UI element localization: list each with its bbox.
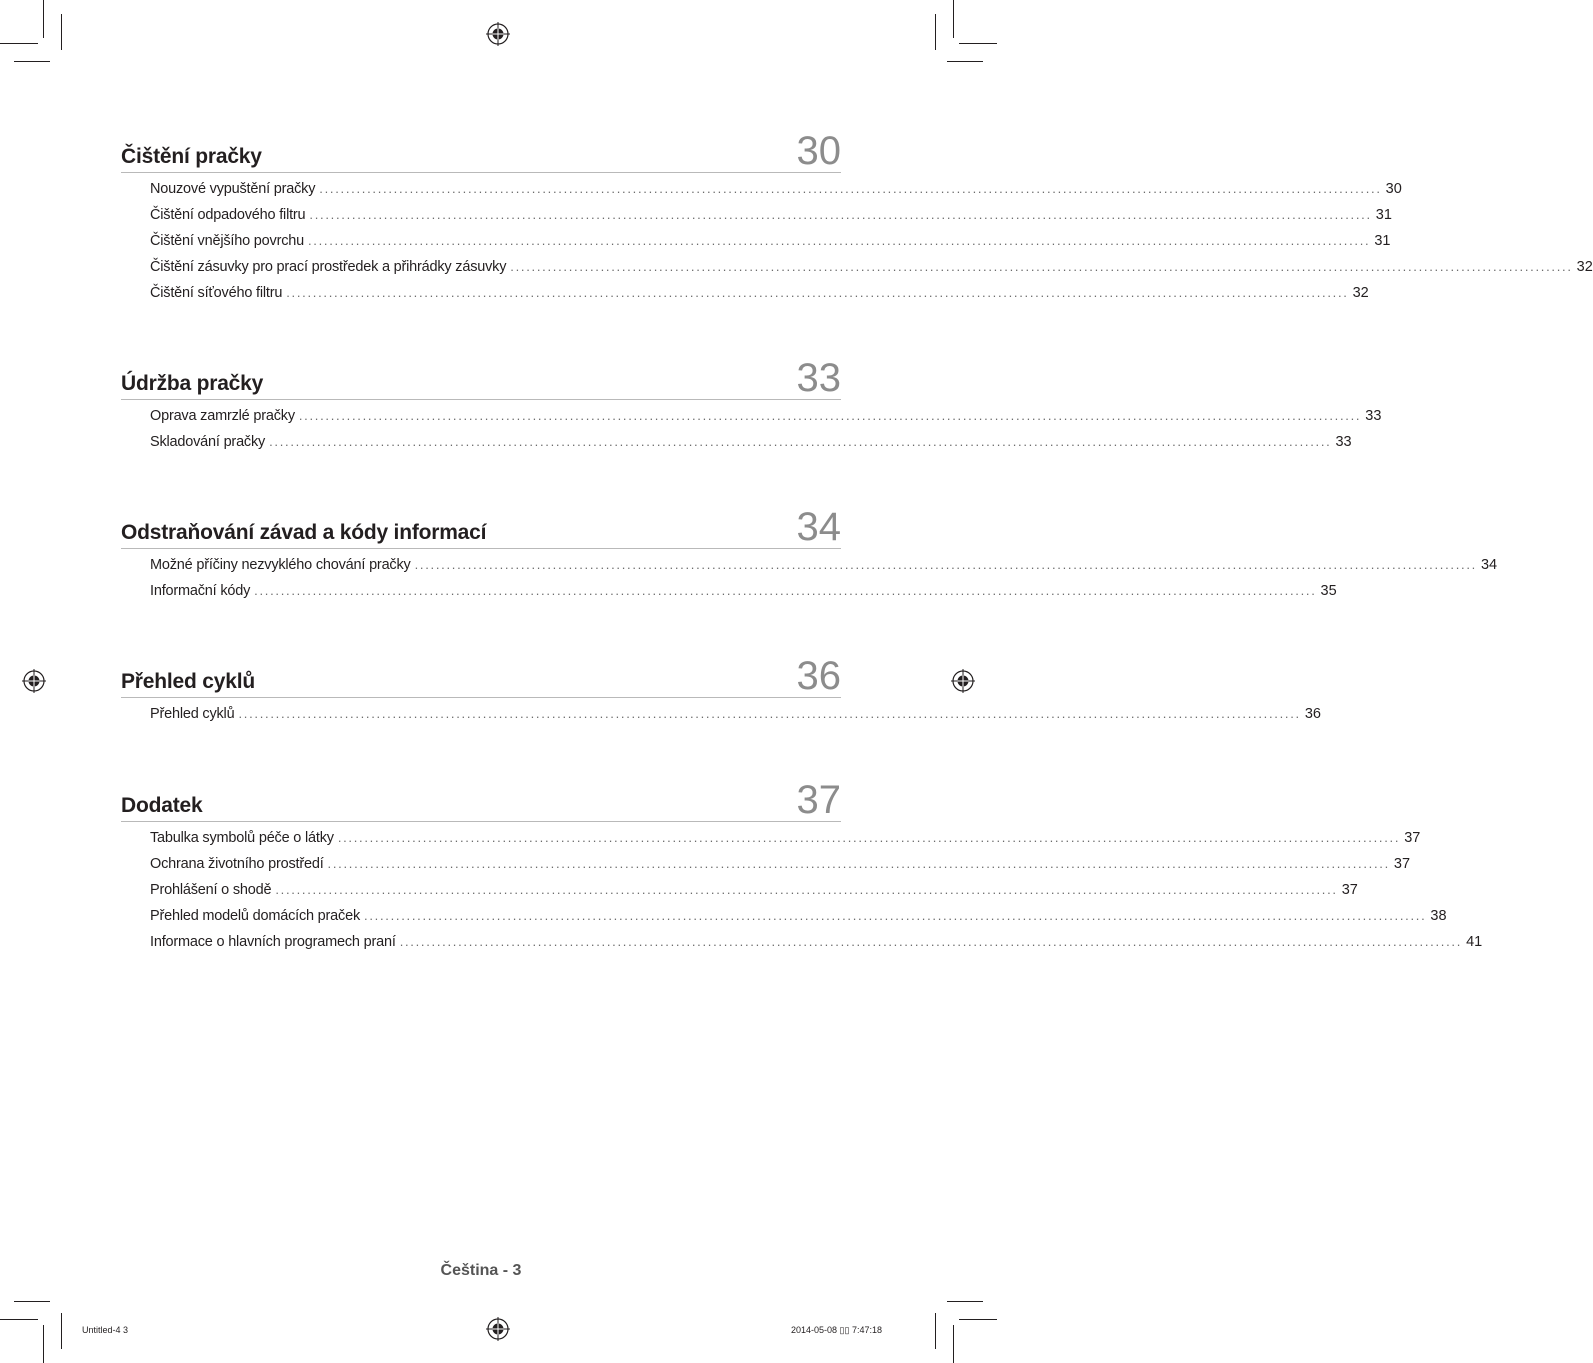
leader-dots: ........................................................................................................................................................................................................ <box>298 408 1362 423</box>
entry-label: Čištění zásuvky pro prací prostředek a přihrádky zásuvky <box>150 259 507 275</box>
entry-label: Možné příčiny nezvyklého chování pračky <box>150 557 411 573</box>
section-header <box>121 505 841 549</box>
toc-entry[interactable] <box>150 583 1337 609</box>
registration-mark-icon <box>22 669 46 693</box>
section-title: Dodatek <box>121 794 203 817</box>
entry-page: 33 <box>1335 434 1352 450</box>
entry-page: 38 <box>1430 908 1447 924</box>
toc-section <box>121 129 1593 311</box>
crop-mark <box>0 1319 38 1320</box>
section-header <box>121 778 841 822</box>
crop-mark <box>43 1325 44 1363</box>
entry-label: Oprava zamrzlé pračky <box>150 408 295 424</box>
leader-dots: ........................................................................................................................................................................................................ <box>286 285 1349 300</box>
section-page-number: 30 <box>796 129 841 173</box>
entry-page: 34 <box>1480 557 1498 573</box>
toc-section <box>121 778 1483 960</box>
entry-page: 32 <box>1352 285 1369 301</box>
registration-mark-icon <box>486 22 510 46</box>
leader-dots: ........................................................................................................................................................................................................ <box>399 934 1463 949</box>
toc-entries <box>150 706 1321 732</box>
entry-page: 41 <box>1466 934 1483 950</box>
entry-page: 30 <box>1385 181 1402 197</box>
section-page-number: 37 <box>796 778 841 822</box>
entry-label: Přehled cyklů <box>150 706 235 722</box>
section-title: Čištění pračky <box>121 145 262 168</box>
entry-label: Čištění síťového filtru <box>150 285 283 301</box>
registration-mark-icon <box>951 669 975 693</box>
section-title: Údržba pračky <box>121 372 264 395</box>
entry-label: Tabulka symbolů péče o látky <box>150 830 334 846</box>
toc-entry[interactable] <box>150 830 1421 856</box>
slug-filename: Untitled-4 3 <box>82 1325 129 1335</box>
entry-page: 37 <box>1404 830 1421 846</box>
entry-page: 31 <box>1375 207 1392 223</box>
crop-mark <box>935 1313 936 1349</box>
entry-page: 37 <box>1393 856 1411 872</box>
toc-section <box>121 505 1498 609</box>
toc-entry[interactable] <box>150 233 1391 259</box>
toc-entry[interactable] <box>150 285 1369 311</box>
toc-entry[interactable] <box>150 856 1411 882</box>
toc-entry[interactable] <box>150 557 1498 583</box>
toc-entry[interactable] <box>150 408 1382 434</box>
leader-dots: ........................................................................................................................................................................................................ <box>275 882 1338 897</box>
page-footer-language: Čeština - 3 <box>440 1262 522 1279</box>
leader-dots: ........................................................................................................................................................................................................ <box>238 706 1301 721</box>
crop-mark <box>947 1301 983 1302</box>
crop-mark <box>935 14 936 50</box>
entry-label: Informační kódy <box>150 583 251 599</box>
crop-mark <box>14 1301 50 1302</box>
toc-entry[interactable] <box>150 934 1483 960</box>
toc-entries <box>150 408 1382 460</box>
toc-entry[interactable] <box>150 434 1352 460</box>
toc-entry[interactable] <box>150 259 1593 285</box>
leader-dots: ........................................................................................................................................................................................................ <box>510 259 1573 274</box>
entry-page: 35 <box>1320 583 1337 599</box>
entry-label: Přehled modelů domácích praček <box>150 908 361 924</box>
crop-mark <box>953 1325 954 1363</box>
crop-mark <box>61 14 62 50</box>
crop-mark <box>959 1319 997 1320</box>
toc-section <box>121 356 1382 460</box>
entry-page: 33 <box>1365 408 1382 424</box>
registration-mark-icon <box>486 1317 510 1341</box>
crop-mark <box>0 43 38 44</box>
leader-dots: ........................................................................................................................................................................................................ <box>319 181 1382 196</box>
entry-page: 32 <box>1576 259 1593 275</box>
leader-dots: ........................................................................................................................................................................................................ <box>414 557 1477 572</box>
toc-section <box>121 654 1321 732</box>
entry-label: Informace o hlavních programech praní <box>150 934 396 950</box>
leader-dots: ........................................................................................................................................................................................................ <box>307 233 1371 248</box>
toc-entry[interactable] <box>150 706 1321 732</box>
crop-mark <box>14 61 50 62</box>
section-page-number: 36 <box>796 654 841 698</box>
entry-label: Prohlášení o shodě <box>150 882 272 898</box>
entry-label: Skladování pračky <box>150 434 266 450</box>
entry-page: 31 <box>1374 233 1391 249</box>
leader-dots: ........................................................................................................................................................................................................ <box>364 908 1427 923</box>
section-header <box>121 654 841 698</box>
toc-entries <box>150 557 1498 609</box>
toc-entries <box>150 830 1483 960</box>
crop-mark <box>959 43 997 44</box>
entry-label: Čištění odpadového filtru <box>150 207 306 223</box>
leader-dots: ........................................................................................................................................................................................................ <box>327 856 1390 871</box>
section-title: Přehled cyklů <box>121 670 255 693</box>
leader-dots: ........................................................................................................................................................................................................ <box>269 434 1332 449</box>
slug-datetime: 2014-05-08 ▯▯ 7:47:18 <box>791 1325 882 1335</box>
toc-entry[interactable] <box>150 882 1358 908</box>
leader-dots: ........................................................................................................................................................................................................ <box>337 830 1401 845</box>
toc-entries <box>150 181 1593 311</box>
entry-label: Čištění vnějšího povrchu <box>150 233 304 249</box>
toc-entry[interactable] <box>150 908 1447 934</box>
entry-label: Ochrana životního prostředí <box>150 856 324 872</box>
toc-entry[interactable] <box>150 181 1402 207</box>
crop-mark <box>953 0 954 38</box>
leader-dots: ........................................................................................................................................................................................................ <box>254 583 1317 598</box>
entry-page: 37 <box>1341 882 1358 898</box>
section-title: Odstraňování závad a kódy informací <box>121 521 487 544</box>
section-page-number: 34 <box>796 505 841 549</box>
crop-mark <box>61 1313 62 1349</box>
leader-dots: ........................................................................................................................................................................................................ <box>309 207 1372 222</box>
entry-page: 36 <box>1304 706 1321 722</box>
section-header <box>121 129 841 173</box>
section-header <box>121 356 841 400</box>
entry-label: Nouzové vypuštění pračky <box>150 181 316 197</box>
toc-entry[interactable] <box>150 207 1392 233</box>
crop-mark <box>43 0 44 38</box>
crop-mark <box>947 61 983 62</box>
section-page-number: 33 <box>796 356 841 400</box>
